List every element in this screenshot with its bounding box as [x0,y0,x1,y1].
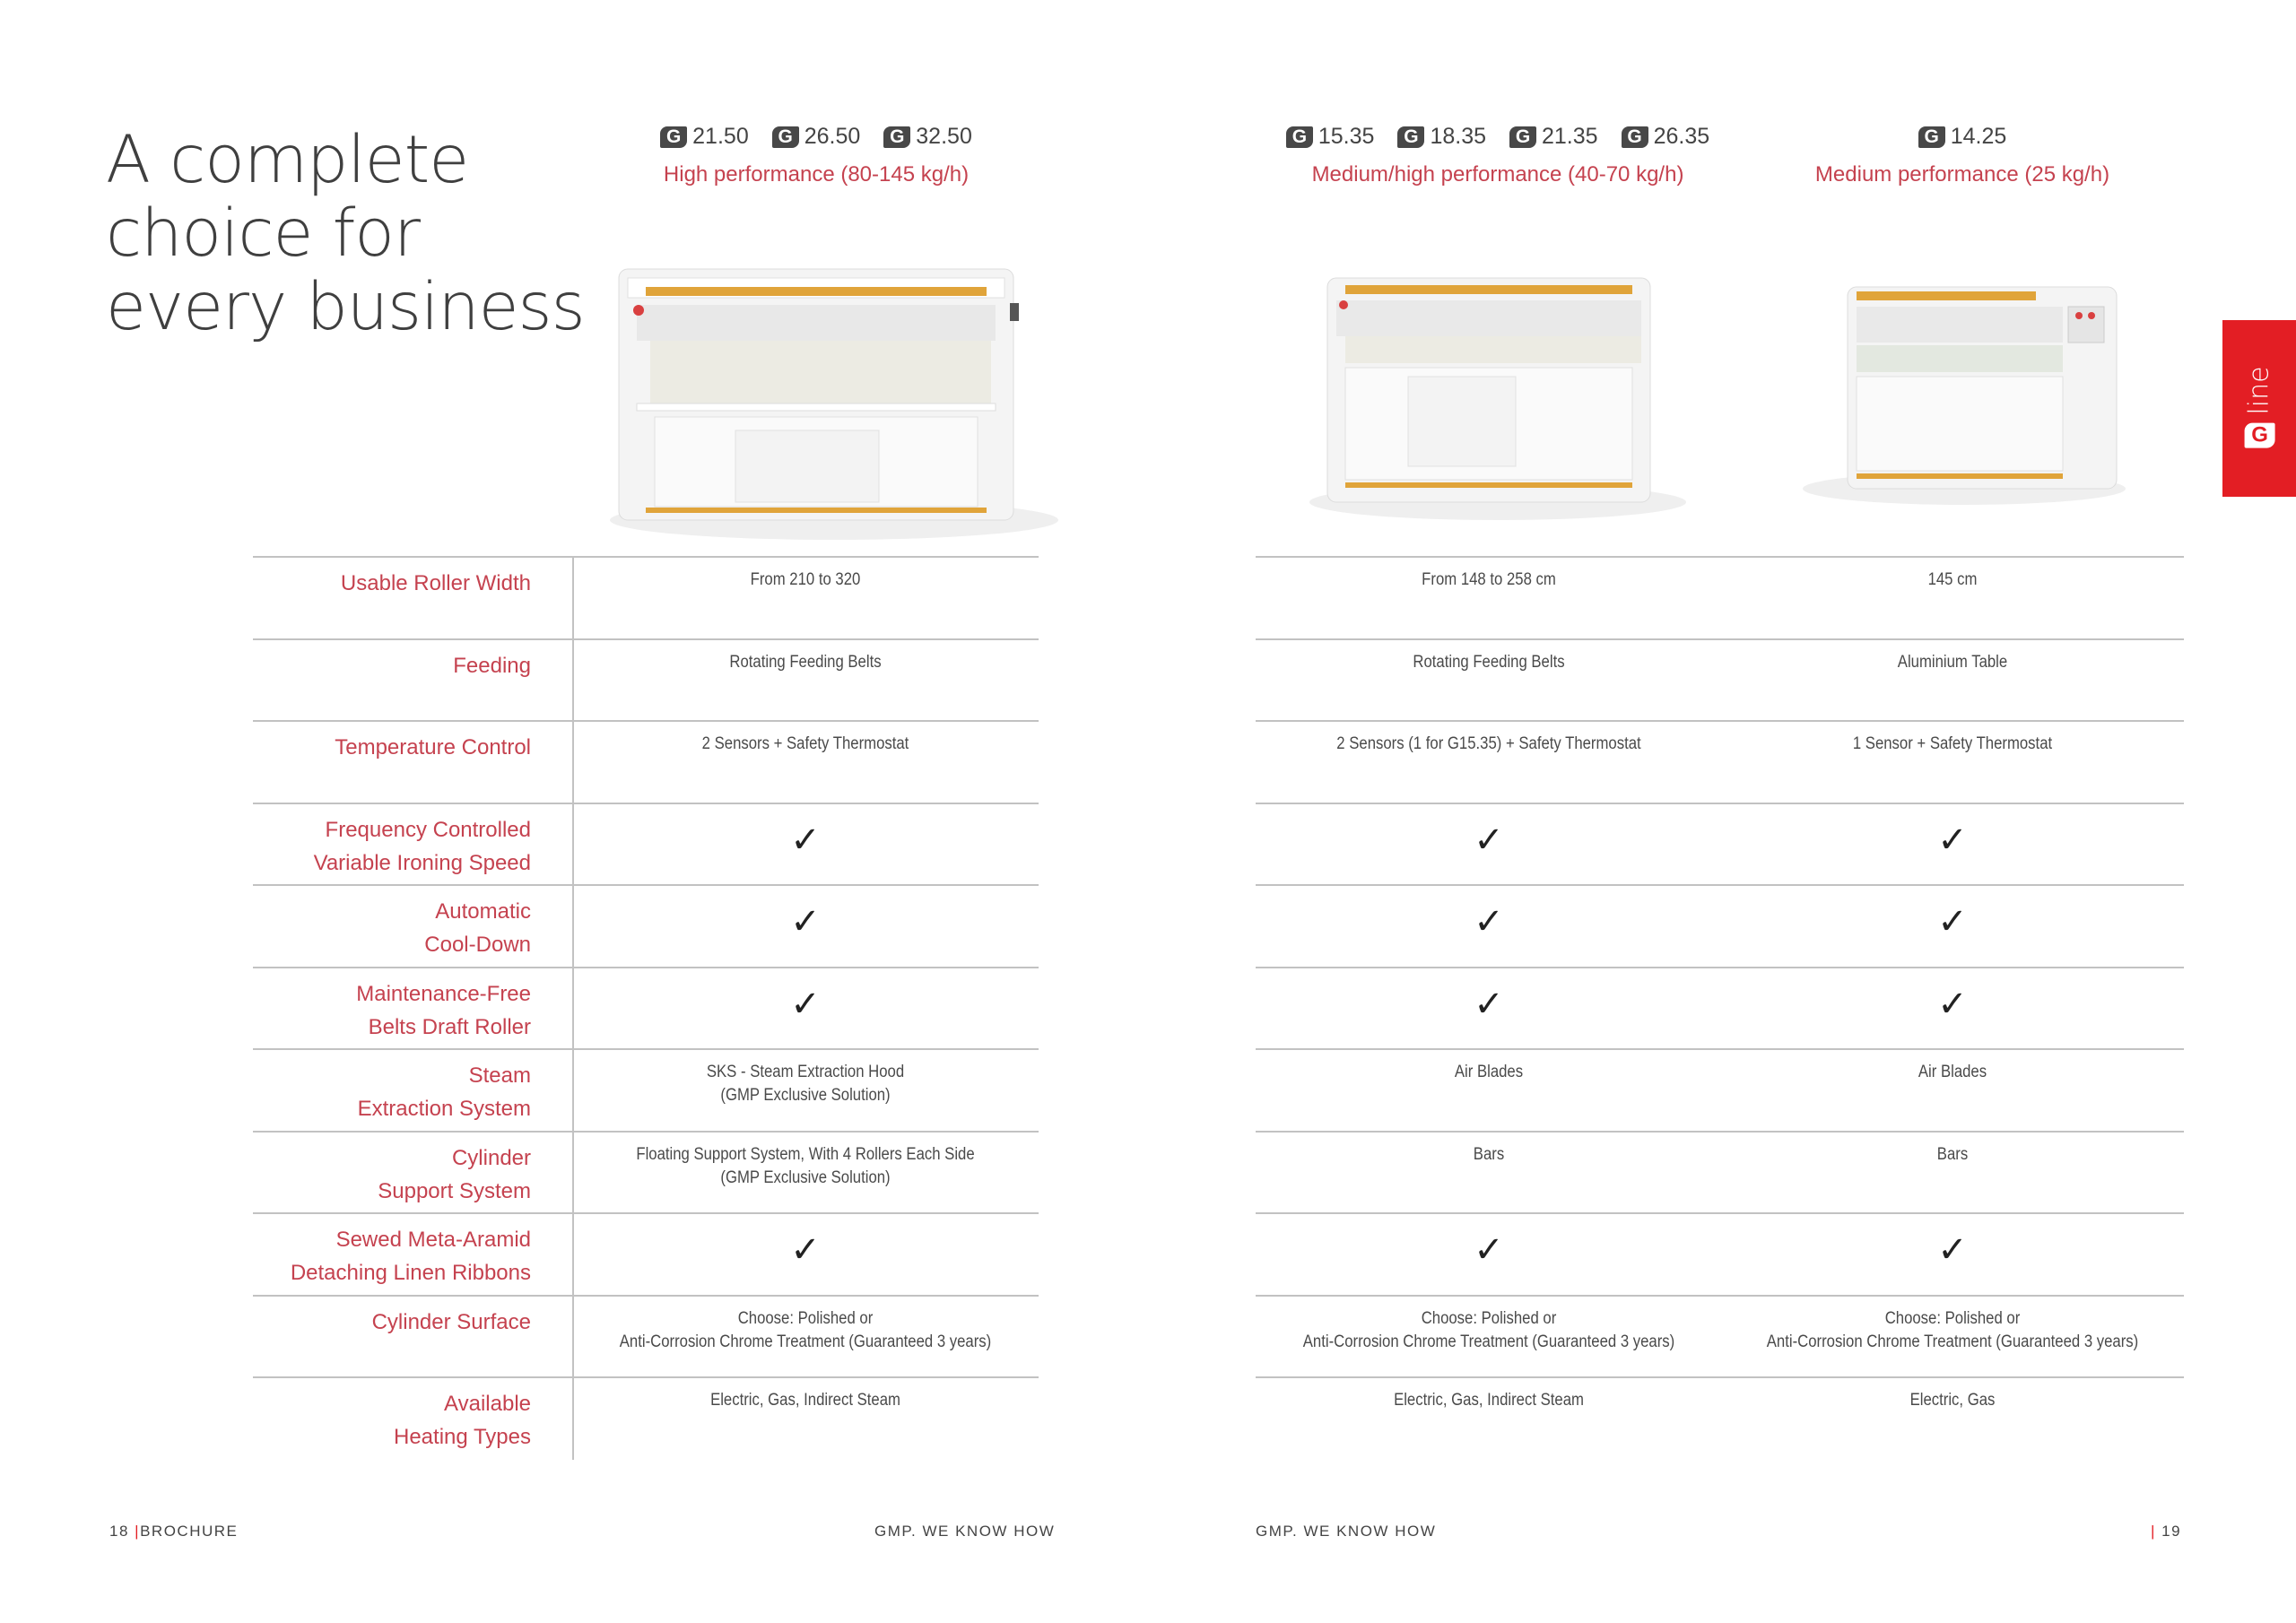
page-number-right: 19 [2161,1523,2182,1540]
checkmark-icon: ✓ [1474,901,1504,942]
footer-tagline-left: GMP. WE KNOW HOW [874,1523,1056,1540]
feature-label [262,895,531,961]
model-number: 32.50 [916,124,972,149]
checkmark-icon: ✓ [790,901,821,942]
feature-label-line: Belts Draft Roller [368,1014,531,1039]
footer-separator: | [2151,1523,2162,1540]
model-number: 26.50 [804,124,861,149]
g-logo-icon: G [772,126,799,148]
checkmark-icon: ✓ [1474,819,1504,861]
footer-brochure-label: BROCHURE [140,1523,239,1540]
group-header-medium-high [1256,124,1740,187]
feature-label-line: Cool-Down [424,933,531,957]
model-list [1256,124,1740,150]
feature-label [262,731,531,764]
row-rule [1256,1131,2184,1133]
model-item [772,124,861,150]
checkmark-icon: ✓ [1937,983,1968,1025]
feature-label-line: Cylinder [451,1145,531,1170]
row-rule [253,1131,1039,1133]
feature-value-line: Choose: Polished or [1421,1308,1557,1328]
row-rule [1256,803,2184,804]
feature-value-line: Air Blades [1454,1063,1524,1081]
feature-label [262,1141,531,1208]
page-number-left: 18 [109,1523,129,1540]
feature-label-line: Support System [378,1178,531,1203]
feature-label [262,813,531,880]
checkmark-icon: ✓ [790,1229,821,1271]
model-item [660,124,749,150]
model-number: 21.50 [692,124,749,149]
footer-right [2151,1523,2181,1541]
feature-label-line: Feeding [453,653,531,678]
feature-value-line: Choose: Polished or [1884,1308,2021,1328]
model-item [1397,124,1486,150]
feature-value-line: Rotating Feeding Belts [1413,652,1565,672]
g-logo-icon: G [1286,126,1313,148]
feature-label-line: Usable Roller Width [340,571,531,595]
feature-value [1283,1143,1694,1167]
feature-value-line: 145 cm [1927,570,1978,589]
feature-label-line: Heating Types [394,1425,531,1449]
model-item [1286,124,1375,150]
row-rule [1256,967,2184,968]
feature-value [1747,651,2158,674]
g-logo-icon: G [1622,126,1648,148]
feature-value [1747,1061,2158,1084]
feature-value-line: (GMP Exclusive Solution) [720,1086,891,1105]
model-item [1622,124,1710,150]
group-header-medium [1783,124,2142,187]
row-rule [253,1048,1039,1050]
g-logo-icon: G [1918,126,1945,148]
feature-label-line: Sewed Meta-Aramid [335,1228,531,1252]
row-rule [253,720,1039,722]
feature-label [262,977,531,1044]
feature-value [1283,1061,1694,1084]
feature-label-line: Temperature Control [335,735,531,759]
g-logo-icon: G [1509,126,1536,148]
feature-value-line: 2 Sensors + Safety Thermostat [701,734,909,753]
model-number: 21.35 [1542,124,1598,149]
feature-value [585,1389,1027,1412]
checkmark-icon: ✓ [1937,819,1968,861]
feature-label-line: Maintenance-Free [356,981,531,1006]
g-logo-icon: G [2244,423,2274,448]
ironer-small-image [1794,269,2135,511]
model-number: 18.35 [1430,124,1486,149]
model-number: 26.35 [1653,124,1710,149]
row-rule [253,556,1039,558]
model-list [1783,124,2142,150]
checkmark-icon: ✓ [1937,1229,1968,1271]
feature-label-line: Frequency Controlled [325,817,531,842]
feature-value [1283,568,1694,592]
feature-value [1283,1307,1694,1354]
feature-label-line: Available [444,1392,531,1416]
row-rule [1256,556,2184,558]
feature-value-line: Electric, Gas [1909,1391,1996,1410]
feature-label [262,1059,531,1125]
feature-value-line: Electric, Gas, Indirect Steam [710,1391,900,1410]
feature-label-line: Automatic [435,899,531,924]
page-headline [106,124,608,344]
headline-line: every business [106,269,585,345]
checkmark-icon: ✓ [1474,1229,1504,1271]
feature-value [585,1307,1027,1354]
ironer-large-image [574,251,1058,547]
checkmark-icon: ✓ [1937,901,1968,942]
model-number: 14.25 [1950,124,2007,149]
feature-label-line: Detaching Linen Ribbons [290,1261,531,1285]
g-logo-icon: G [660,126,687,148]
checkmark-icon: ✓ [790,819,821,861]
row-rule [1256,1376,2184,1378]
feature-value-line: Electric, Gas, Indirect Steam [1394,1391,1584,1410]
row-rule [1256,1295,2184,1297]
feature-value [585,651,1027,674]
performance-label: Medium performance (25 kg/h) [1814,162,2110,187]
row-rule [253,1295,1039,1297]
ironer-medium-image [1292,260,1686,529]
row-rule [253,1376,1039,1378]
feature-value-line: Floating Support System, With 4 Rollers Each Side [636,1144,975,1164]
checkmark-icon: ✓ [790,983,821,1025]
feature-value [1747,1143,2158,1167]
feature-value-line: (GMP Exclusive Solution) [720,1167,891,1187]
feature-value-line: Bars [1936,1144,1969,1164]
footer-tagline-right: GMP. WE KNOW HOW [1256,1523,1437,1540]
row-rule [1256,720,2184,722]
feature-value-line: Rotating Feeding Belts [729,652,882,672]
feature-label [262,1223,531,1289]
row-rule [253,884,1039,886]
row-rule [1256,638,2184,640]
checkmark-icon: ✓ [1474,983,1504,1025]
feature-value-line: Anti-Corrosion Chrome Treatment (Guaranteed 3 years) [619,1332,992,1351]
feature-value [585,568,1027,592]
feature-label [262,1387,531,1454]
row-rule [1256,884,2184,886]
feature-value-line: 1 Sensor + Safety Thermostat [1852,734,2053,753]
feature-value [585,1061,1027,1107]
feature-value [1747,1307,2158,1354]
feature-value-line: Aluminium Table [1897,652,2008,672]
feature-value [585,1143,1027,1190]
feature-value-line: Air Blades [1918,1063,1987,1081]
performance-label: High performance (80-145 kg/h) [663,162,970,187]
model-list [574,124,1058,150]
feature-value [1283,733,1694,756]
feature-value [1283,1389,1694,1412]
footer-left [109,1523,238,1541]
headline-line: A complete [106,122,469,198]
model-item [1509,124,1598,150]
feature-value-line: Anti-Corrosion Chrome Treatment (Guaranteed 3 years) [1302,1332,1675,1351]
feature-value [585,733,1027,756]
model-item [1918,124,2007,150]
g-logo-icon: G [1397,126,1424,148]
feature-label [262,567,531,600]
side-tab-label: line [2243,366,2275,415]
feature-value [1747,568,2158,592]
feature-label-line: Steam [468,1063,531,1088]
feature-value-line: From 210 to 320 [750,570,861,589]
feature-label-line: Extraction System [357,1097,531,1121]
feature-value-line: SKS - Steam Extraction Hood [706,1063,905,1081]
feature-label-line: Variable Ironing Speed [313,850,531,875]
row-rule [1256,1212,2184,1214]
model-number: 15.35 [1318,124,1375,149]
footer-separator: | [135,1523,141,1540]
row-rule [253,1212,1039,1214]
feature-label [262,1306,531,1339]
group-header-high [574,124,1058,187]
feature-value [1747,1389,2158,1412]
feature-value [1283,651,1694,674]
feature-value-line: Anti-Corrosion Chrome Treatment (Guaranteed 3 years) [1766,1332,2139,1351]
feature-label-line: Cylinder Surface [371,1309,531,1334]
model-item [883,124,972,150]
feature-label [262,649,531,682]
g-line-side-tab [2222,320,2296,497]
headline-line: choice for [106,195,420,272]
g-logo-icon: G [883,126,910,148]
feature-value-line: 2 Sensors (1 for G15.35) + Safety Thermostat [1336,734,1641,753]
feature-value-line: Choose: Polished or [737,1308,874,1328]
feature-value-line: From 148 to 258 cm [1422,570,1556,589]
feature-value-line: Bars [1473,1144,1505,1164]
feature-value [1747,733,2158,756]
row-rule [253,803,1039,804]
performance-label: Medium/high performance (40-70 kg/h) [1311,162,1684,187]
row-rule [253,967,1039,968]
row-rule [1256,1048,2184,1050]
row-rule [253,638,1039,640]
